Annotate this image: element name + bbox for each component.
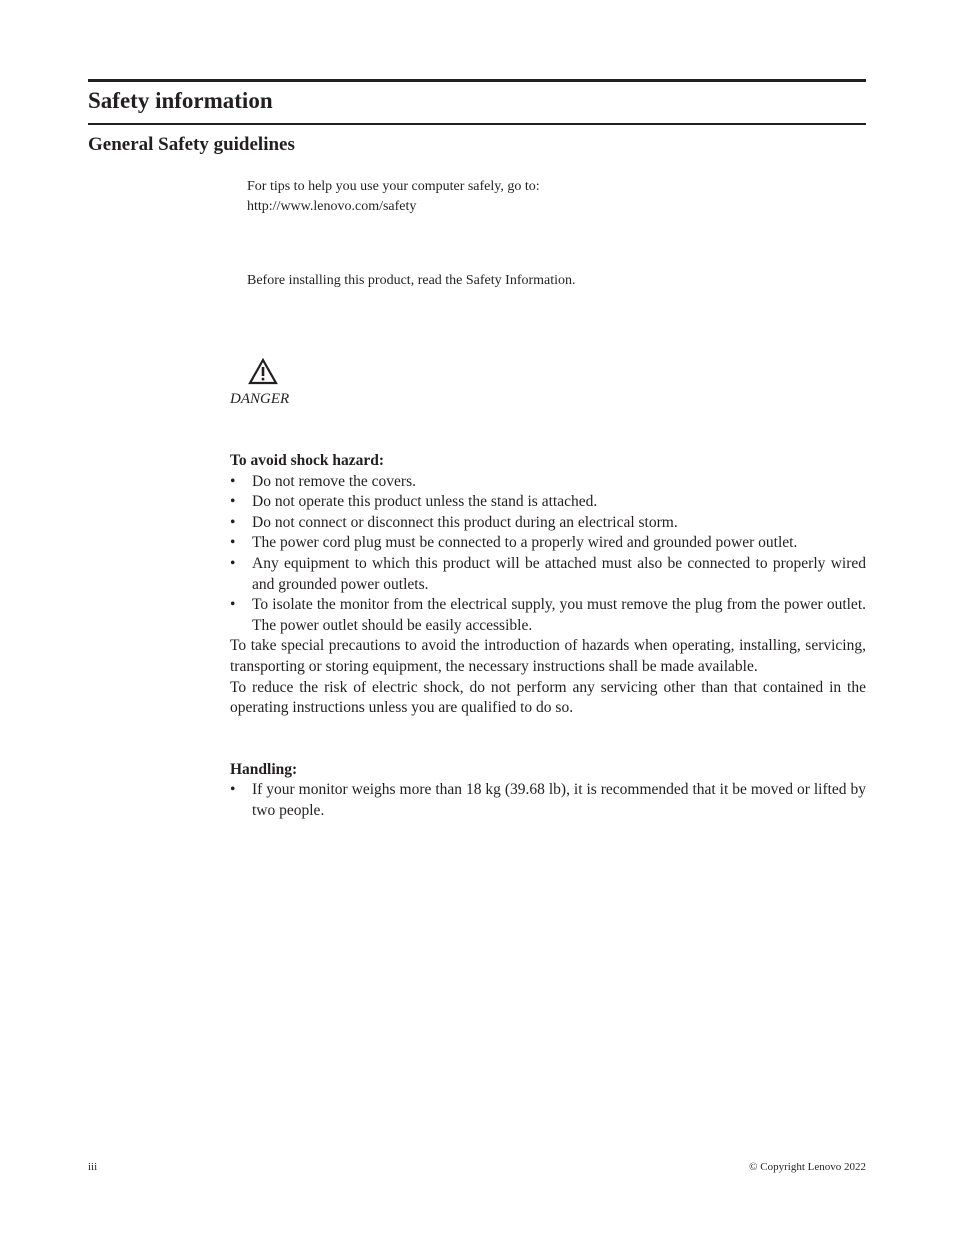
bullet: • — [230, 534, 236, 552]
list-item: • Do not connect or disconnect this product during an electrical storm. — [230, 513, 866, 534]
list-item: • Do not remove the covers. — [230, 472, 866, 493]
bullet: • — [230, 781, 236, 799]
copyright-notice: © Copyright Lenovo 2022 — [749, 1161, 866, 1173]
bullet: • — [230, 596, 236, 614]
page-number: iii — [88, 1161, 98, 1173]
bullet: • — [230, 472, 236, 490]
bullet: • — [230, 554, 236, 572]
title-rule-bottom — [88, 123, 866, 125]
list-item: • Any equipment to which this product will be attached must also be connected to properly wired and grounded power outlets. — [230, 554, 866, 593]
bullet: • — [230, 513, 236, 531]
safety-link[interactable]: http://www.lenovo.com/safety — [247, 198, 417, 214]
handling-heading: Handling: — [230, 760, 298, 778]
list-item: • If your monitor weighs more than 18 kg (39.68 lb), it is recommended that it be moved or lifted by two people. — [230, 781, 866, 819]
precautions-paragraph: To take special precautions to avoid the introduction of hazards when operating, installing, servicing, transporting or storing equipment, the necessary instructions shall be made available. — [230, 637, 866, 675]
list-item: • To isolate the monitor from the electrical supply, you must remove the plug from the power outlet. The power outlet should be easily accessible. — [230, 596, 866, 634]
section-spacer — [230, 719, 866, 760]
danger-label: DANGER — [230, 391, 290, 407]
before-installing-text: Before installing this product, read the Safety Information. — [247, 273, 576, 288]
tips-block — [247, 177, 540, 216]
servicing-paragraph: To reduce the risk of electric shock, do not perform any servicing other than that contained in the operating instructions unless you are qualified to do so. — [230, 678, 866, 717]
shock-hazard-heading: To avoid shock hazard: — [230, 452, 385, 469]
title-rule-top — [88, 79, 866, 82]
tips-text: For tips to help you use your computer safely, go to: — [247, 179, 540, 194]
bullet: • — [230, 493, 236, 511]
list-item: • The power cord plug must be connected to a properly wired and grounded power outlet. — [230, 533, 866, 554]
handling-list — [230, 780, 866, 821]
safety-content — [230, 451, 866, 822]
warning-triangle-icon — [248, 358, 278, 385]
shock-hazard-list — [230, 472, 866, 637]
list-item: • Do not operate this product unless the stand is attached. — [230, 492, 866, 513]
section-title: General Safety guidelines — [88, 134, 295, 155]
page-title: Safety information — [88, 88, 273, 113]
